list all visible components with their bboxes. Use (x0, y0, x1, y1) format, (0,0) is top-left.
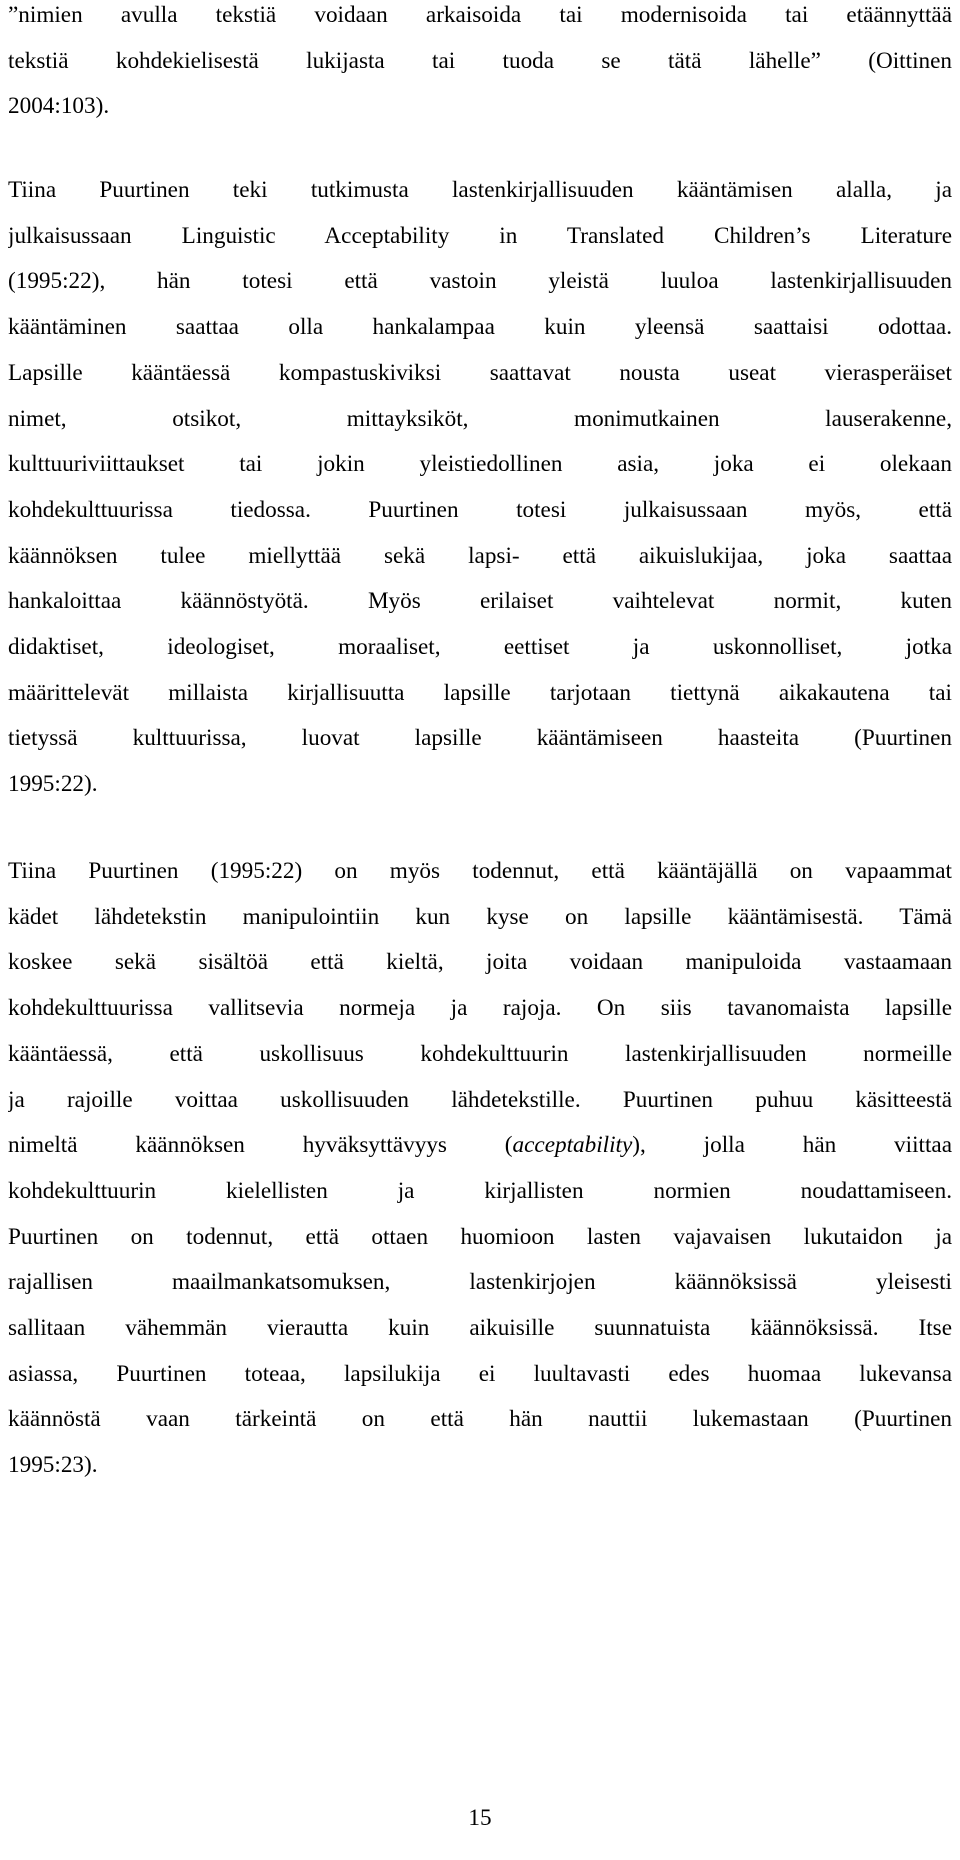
text-segment: 2004:103). (8, 93, 110, 120)
page-number: 15 (468, 1805, 492, 1831)
italic-term: acceptability (512, 1132, 633, 1159)
text-line (8, 678, 952, 708)
text-line (8, 1450, 952, 1480)
text-segment: käännöstä vaan tärkeintä on että hän nauttii lukemastaan (Puurtinen (8, 1406, 952, 1433)
text-line (8, 632, 952, 662)
text-line (8, 1313, 952, 1343)
text-line (8, 91, 952, 121)
text-segment: didaktiset, ideologiset, moraaliset, eettiset ja uskonnolliset, jotka (8, 634, 952, 660)
text-line (8, 1130, 952, 1160)
text-line (8, 947, 952, 977)
text-line (8, 993, 952, 1023)
text-segment: koskee sekä sisältöä että kieltä, joita voidaan manipuloida vastaamaan (8, 949, 952, 976)
text-line (8, 1222, 952, 1252)
text-segment: tekstiä kohdekielisestä lukijasta tai tuoda se tätä lähelle” (Oittinen (8, 47, 952, 74)
text-line (8, 1267, 952, 1297)
text-line (8, 46, 952, 76)
text-line (8, 1085, 952, 1115)
text-segment: kohdekulttuurissa tiedossa. Puurtinen totesi julkaisussaan myös, että (8, 496, 952, 523)
text-segment: käännöksen tulee miellyttää sekä lapsi- että aikuislukijaa, joka saattaa (8, 542, 952, 569)
text-segment: ”nimien avulla tekstiä voidaan arkaisoida tai modernisoida tai etäännyttää (8, 2, 952, 28)
text-line (8, 449, 952, 479)
text-line (8, 1039, 952, 1069)
text-line (8, 175, 952, 205)
text-segment: 1995:22). (8, 771, 98, 798)
text-segment: rajallisen maailmankatsomuksen, lastenkirjojen käännöksissä yleisesti (8, 1269, 952, 1296)
text-line (8, 1176, 952, 1206)
text-segment: kohdekulttuurin kielellisten ja kirjallisten normien noudattamiseen. (8, 1177, 952, 1204)
text-segment: kohdekulttuurissa vallitsevia normeja ja rajoja. On siis tavanomaista lapsille (8, 995, 952, 1022)
text-line (8, 0, 952, 30)
text-segment: kääntäessä, että uskollisuus kohdekulttuurin lastenkirjallisuuden normeille (8, 1040, 952, 1067)
text-line (8, 312, 952, 342)
text-line (8, 495, 952, 525)
text-segment: asiassa, Puurtinen toteaa, lapsilukija ei luultavasti edes huomaa lukevansa (8, 1360, 952, 1387)
text-segment: ja rajoille voittaa uskollisuuden lähdetekstille. Puurtinen puhuu käsitteestä (8, 1086, 952, 1113)
text-segment: Puurtinen on todennut, että ottaen huomioon lasten vajavaisen lukutaidon ja (8, 1223, 952, 1250)
text-segment: nimet, otsikot, mittayksiköt, monimutkainen lauserakenne, (8, 405, 952, 432)
text-segment: ), jolla hän viittaa (632, 1132, 952, 1159)
text-segment: kädet lähdetekstin manipulointiin kun kyse on lapsille kääntämisestä. Tämä (8, 903, 952, 930)
text-line (8, 586, 952, 616)
text-segment: Lapsille kääntäessä kompastuskiviksi saattavat nousta useat vierasperäiset (8, 359, 952, 386)
text-segment: tietyssä kulttuurissa, luovat lapsille kääntämiseen haasteita (Puurtinen (8, 725, 952, 752)
text-line (8, 266, 952, 296)
text-line (8, 769, 952, 799)
text-line (8, 404, 952, 434)
text-segment: kulttuuriviittaukset tai jokin yleistiedollinen asia, joka ei olekaan (8, 451, 952, 478)
text-segment: määrittelevät millaista kirjallisuutta lapsille tarjotaan tiettynä aikakautena tai (8, 679, 952, 706)
text-line (8, 1404, 952, 1434)
text-line (8, 221, 952, 251)
text-segment: 1995:23). (8, 1452, 98, 1479)
text-line (8, 856, 952, 886)
text-segment: sallitaan vähemmän vierautta kuin aikuisille suunnatuista käännöksissä. Itse (8, 1315, 952, 1341)
text-line (8, 1359, 952, 1389)
text-line (8, 723, 952, 753)
text-segment: (1995:22), hän totesi että vastoin yleistä luuloa lastenkirjallisuuden (8, 268, 952, 295)
text-segment: kääntäminen saattaa olla hankalampaa kuin yleensä saattaisi odottaa. (8, 314, 952, 341)
text-segment: hankaloittaa käännöstyötä. Myös erilaiset vaihtelevat normit, kuten (8, 588, 952, 615)
text-segment: julkaisussaan Linguistic Acceptability in Translated Children’s Literature (8, 222, 952, 249)
text-segment: Tiina Puurtinen (1995:22) on myös todennut, että kääntäjällä on vapaammat (8, 858, 952, 884)
text-segment: Tiina Puurtinen teki tutkimusta lastenkirjallisuuden kääntämisen alalla, ja (8, 177, 952, 203)
text-line (8, 902, 952, 932)
text-line (8, 541, 952, 571)
text-segment: nimeltä käännöksen hyväksyttävyys ( (8, 1132, 513, 1159)
text-line (8, 358, 952, 388)
